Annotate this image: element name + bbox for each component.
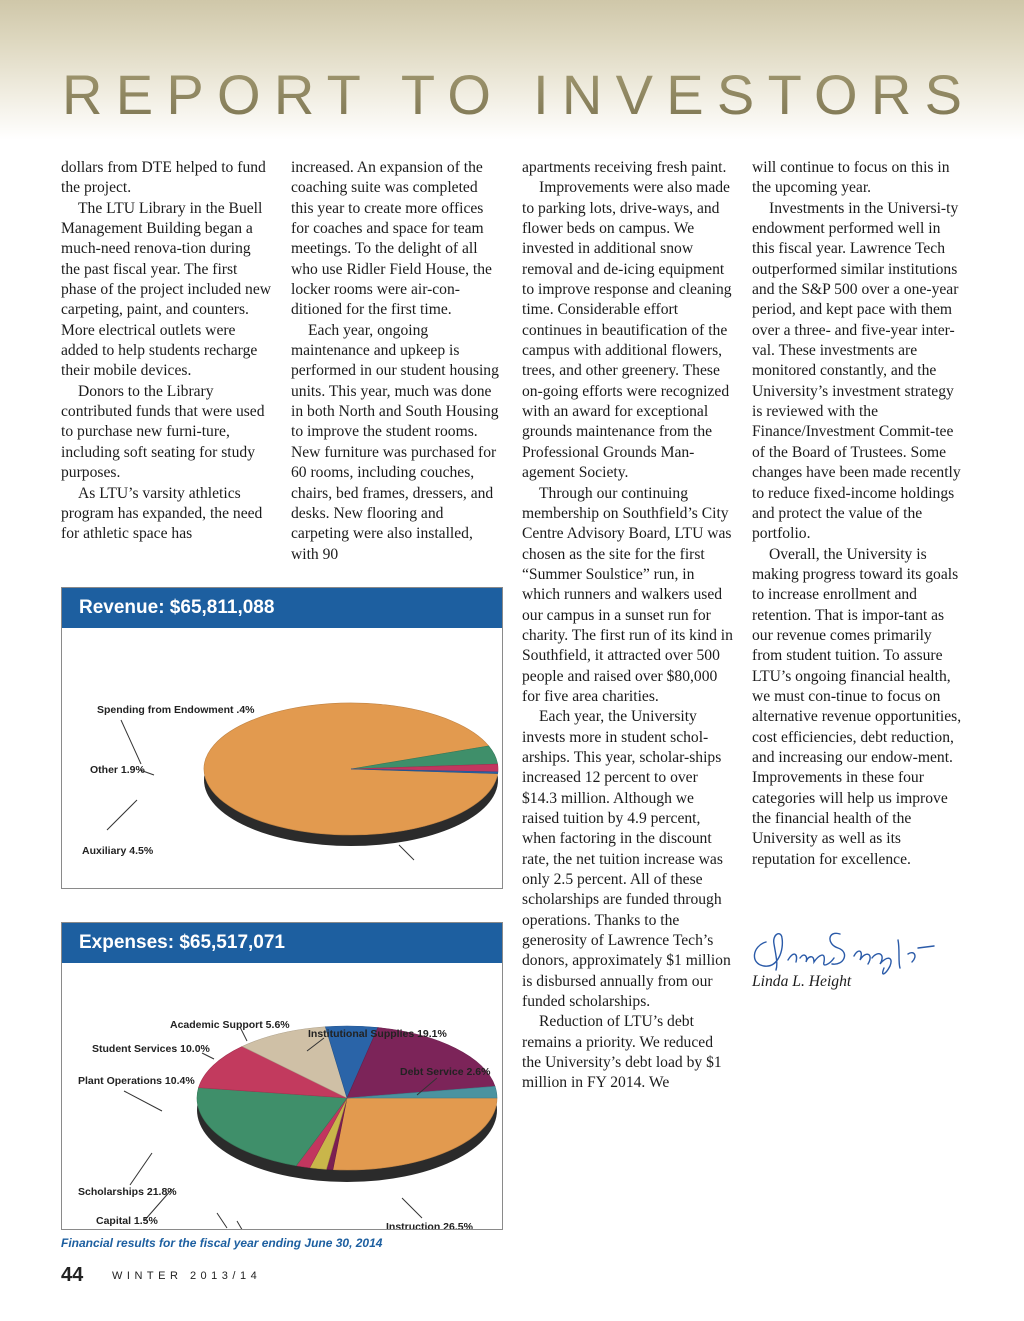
paragraph: Each year, ongoing maintenance and upkeep is performed in our student housing units. This year, much was done in both North and South Housing to improve the student rooms. New furniture was purchased for 60 rooms, including couches, chairs, bed frames, dressers, and desks. New flooring and carpeting were also installed, with 90 [291, 321, 499, 563]
paragraph: will continue to focus on this in the upcoming year. [752, 159, 950, 197]
paragraph: As LTU’s varsity athletics program has expanded, the need for athletic space has [61, 484, 263, 543]
revenue-chart [61, 587, 503, 889]
expenses-label-capital: Capital 1.5% [96, 1215, 158, 1227]
paragraph: apartments receiving fresh paint. [522, 159, 727, 176]
paragraph: dollars from DTE helped to fund the project. [61, 159, 266, 197]
column-1 [61, 158, 273, 545]
expenses-label-debt-service: Debt Service 2.6% [400, 1066, 491, 1078]
expenses-label-plant-operations: Plant Operations 10.4% [78, 1075, 195, 1087]
column-4 [752, 158, 964, 870]
column-3 [522, 158, 734, 1094]
expenses-slice-instruction [333, 1098, 497, 1170]
expenses-pie-svg [62, 963, 502, 1229]
revenue-label-other: Other 1.9% [90, 764, 145, 776]
signature-name: Linda L. Height [752, 973, 852, 990]
revenue-pie-svg [62, 628, 502, 888]
expenses-chart-title: Expenses: $65,517,071 [62, 923, 502, 963]
page-number: 44 [61, 1264, 84, 1286]
revenue-label-endowment: Spending from Endowment .4% [97, 704, 255, 716]
issue-label: WINTER 2013/14 [112, 1270, 262, 1282]
paragraph: Overall, the University is making progress toward its goals to increase enrollment and retention. That is impor-tant as our revenue comes primarily from student tuition. To assure LTU’s ongoing financial health, we must con-tinue to focus on alternative revenue opportunities, cost efficiencies, debt reduction, and increasing our endow-ment. Improvements in these four categories will help us improve the financial health of the University as well as its reputation for excellence. [752, 545, 962, 868]
column-2 [291, 158, 503, 565]
paragraph: Each year, the University invests more in student schol-arships. This year, scholar-ships increased 12 percent to over $14.3 million. Although we raised tuition by 4.9 percent, when factoring in the discount rate, the net tuition increase was only 2.5 percent. All of these scholarships are funded through operations. Thanks to the generosity of Lawrence Tech’s donors, approximately $1 million is disbursed annually from our funded scholarships. [522, 708, 731, 1011]
header-banner [0, 0, 1024, 140]
figure-caption: Financial results for the fiscal year ending June 30, 2014 [61, 1236, 383, 1250]
paragraph: Investments in the Universi-ty endowment performed well in this fiscal year. Lawrence Tech outperformed similar institutions and the S&P 500 over a one-year period, and kept pace with them over a three- and five-year inter-val. These investments are monitored constantly, and the University’s investment strategy is reviewed with the Finance/Investment Commit-tee of the Board of Trustees. Some changes have been made recently to reduce fixed-income holdings and protect the value of the portfolio. [752, 199, 961, 543]
paragraph: Reduction of LTU’s debt remains a priority. We reduced the University’s debt load by $1 million in FY 2014. We [522, 1013, 722, 1092]
expenses-label-scholarships: Scholarships 21.8% [78, 1186, 177, 1198]
paragraph: Donors to the Library contributed funds that were used to purchase new furni-ture, including soft seating for study purposes. [61, 382, 265, 482]
expenses-label-academic-support: Academic Support 5.6% [170, 1019, 290, 1031]
paragraph: Improvements were also made to parking lots, drive-ways, and flower beds on campus. We invested in additional snow removal and de-icing equipment to improve response and cleaning time. Considerable effort continues in beautification of the campus with additional flowers, trees, and other greenery. These on-going efforts were recognized with an award for exceptional grounds maintenance from the Professional Grounds Man-agement Society. [522, 179, 732, 482]
revenue-label-auxiliary: Auxiliary 4.5% [82, 845, 154, 857]
paragraph: The LTU Library in the Buell Management Building began a much-need renova-tion during the past fiscal year. The first phase of the project included new carpeting, paint, and counters. More electrical outlets were added to help students recharge their mobile devices. [61, 199, 272, 380]
paragraph: increased. An expansion of the coaching suite was completed this year to create more offices for coaches and space for team meetings. To the delight of all who use Ridler Field House, the locker rooms were air-con-ditioned for the first time. [291, 159, 492, 319]
signature-graphic [748, 920, 944, 980]
report-title [30, 46, 994, 126]
expenses-label-institutional-supplies: Institutional Supplies 19.1% [308, 1028, 447, 1040]
expenses-chart [61, 922, 503, 1230]
revenue-chart-title: Revenue: $65,811,088 [62, 588, 502, 628]
paragraph: Through our continuing membership on Southfield’s City Centre Advisory Board, LTU was chosen as the site for the first “Summer Soulstice” run, in which runners and walkers used our campus in a sunset run for charity. The first run of its kind in Southfield, it attracted over 500 people and raised over $80,000 for five area charities. [522, 484, 733, 705]
expenses-label-student-services: Student Services 10.0% [92, 1043, 210, 1055]
report-title-text: REPORT TO INVESTORS [62, 63, 962, 126]
expenses-label-instruction: Instruction 26.5% [386, 1221, 473, 1229]
